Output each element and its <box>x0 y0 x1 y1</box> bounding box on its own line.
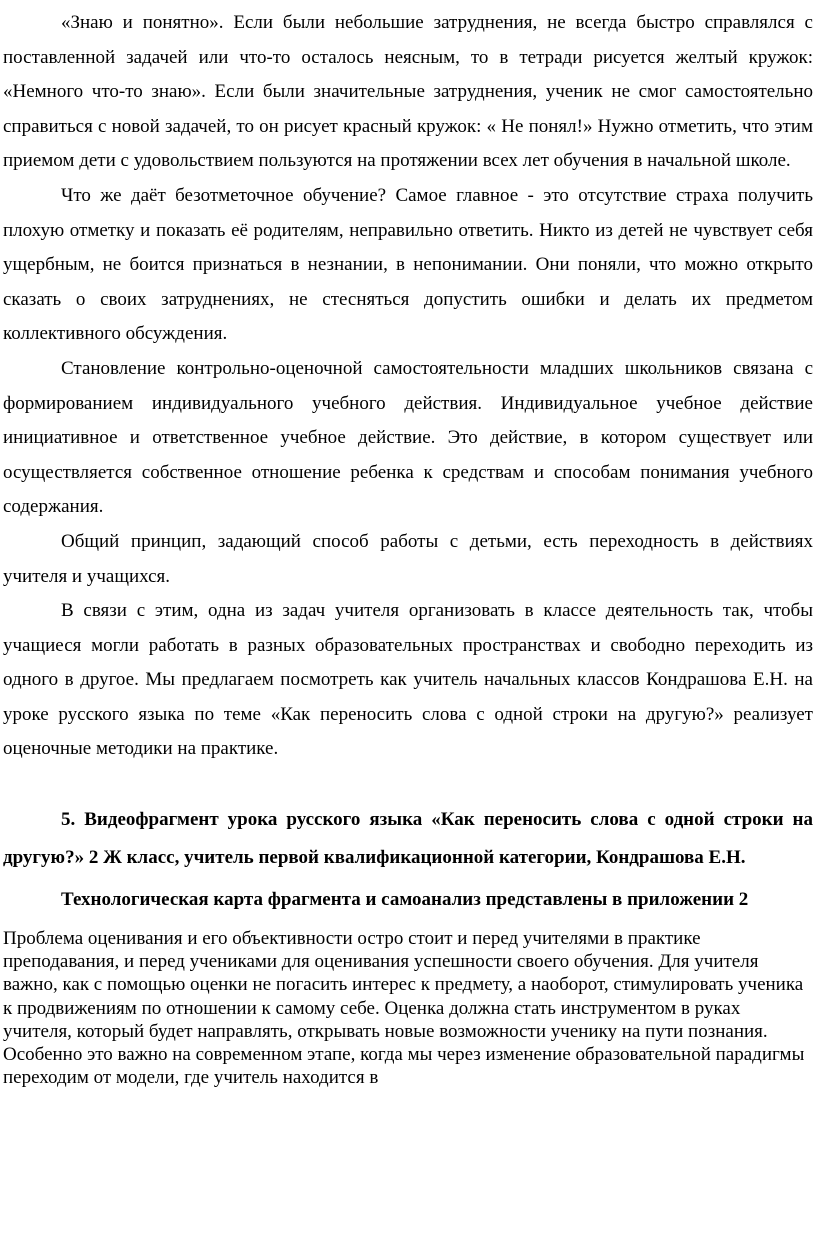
appendix-heading: Технологическая карта фрагмента и самоанализ представлены в приложении 2 <box>61 889 749 911</box>
closing-paragraph: Проблема оценивания и его объективности остро стоит и перед учителями в практике преподавания, и перед учениками для оценивания успешности своего обучения. Для учителя важно, как с помощью оценки не погасить интерес к предмету, а наоборот, стимулировать ученика к продвижениям по отношении к самому себе. Оценка должна стать инструментом в руках учителя, который будет направлять, открывать новые возможности ученику на пути познания. Особенно это важно на современном этапе, когда мы через изменение образовательной парадигмы переходим от модели, где учитель находится в <box>3 928 805 1089</box>
section-heading: 5. Видеофрагмент урока русского языка «Как переносить слова с одной строки на другую?» 2 Ж класс, учитель первой квалификационной категории, Кондрашова Е.Н. <box>3 809 813 869</box>
section-spacer <box>3 767 813 801</box>
paragraph-no-grades-benefits: Что же даёт безотметочное обучение? Самое главное - это отсутствие страха получить плохую отметку и показать её родителям, неправильно ответить. Никто из детей не чувствует себя ущербным, не боится признаться в незнании, в непонимании. Они поняли, что можно открыто сказать о своих затруднениях, не стесняться допустить ошибки и делать их предметом коллективного обсуждения. <box>3 184 813 345</box>
paragraph-circles-method: «Знаю и понятно». Если были небольшие затруднения, не всегда быстро справлялся с поставленной задачей или что-то осталось неясным, то в тетради рисуется желтый кружок: «Немного что-то знаю». Если были значительные затруднения, ученик не смог самостоятельно справиться с новой задачей, то он рисует красный кружок: « Не понял!» Нужно отметить, что этим приемом дети с удовольствием пользуются на протяжении всех лет обучения в начальной школе. <box>3 12 813 172</box>
paragraph-teacher-task: В связи с этим, одна из задач учителя организовать в классе деятельность так, чтобы учащиеся могли работать в разных образовательных пространствах и свободно переходить из одного в другое. Мы предлагаем посмотреть как учитель начальных классов Кондрашова Е.Н. на уроке русского языка по теме «Как переносить слова с одной строки на другую?» реализует оценочные методики на практике. <box>3 600 813 760</box>
paragraph-self-assessment: Становление контрольно-оценочной самостоятельности младших школьников связана с формированием индивидуального учебного действия. Индивидуальное учебное действие инициативное и ответственное учебное действие. Это действие, в котором существует или осуществляется собственное отношение ребенка к средствам и способам понимания учебного содержания. <box>3 357 813 518</box>
paragraph-general-principle: Общий принцип, задающий способ работы с детьми, есть переходность в действиях учителя и учащихся. <box>3 530 813 587</box>
